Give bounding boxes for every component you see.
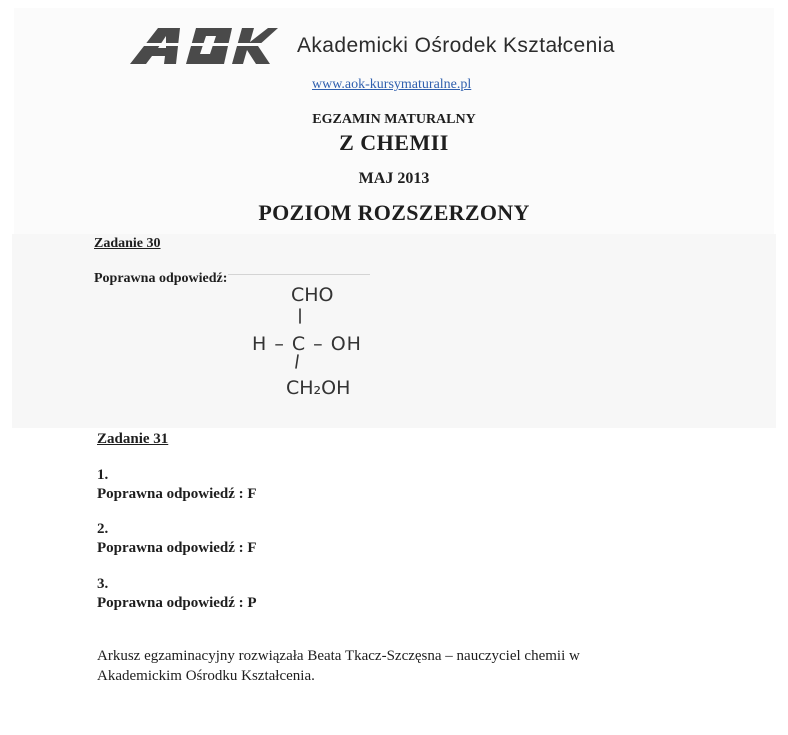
task31-item-answer: Poprawna odpowiedź : F bbox=[97, 540, 257, 556]
task31-item-answer: Poprawna odpowiedź : F bbox=[97, 486, 257, 502]
task31-item-number: 3. bbox=[97, 576, 109, 592]
task31-item-number: 2. bbox=[97, 521, 109, 537]
exam-session: MAJ 2013 bbox=[358, 170, 430, 187]
formula-hydroxymethyl-group: CH₂OH bbox=[286, 377, 351, 399]
task30-title: Zadanie 30 bbox=[94, 236, 161, 251]
task31-title: Zadanie 31 bbox=[97, 431, 169, 447]
formula-bond-bottom bbox=[296, 355, 298, 368]
task31-item-answer: Poprawna odpowiedź : P bbox=[97, 595, 257, 611]
website-link[interactable]: www.aok-kursymaturalne.pl bbox=[312, 77, 472, 92]
exam-title: EGZAMIN MATURALNY bbox=[312, 112, 476, 127]
formula-aldehyde-group: CHO bbox=[291, 284, 334, 306]
author-note: Arkusz egzaminacyjny rozwiązała Beata Tkacz-Szczęsna – nauczyciel chemii w Akademickim Ośrodku Kształcenia. bbox=[97, 648, 580, 684]
task31-item-number: 1. bbox=[97, 467, 109, 483]
exam-level: POZIOM ROZSZERZONY bbox=[258, 200, 530, 225]
formula-center-row: H – C – OH bbox=[252, 333, 362, 355]
exam-subject: Z CHEMII bbox=[339, 130, 449, 155]
task30-answer-label: Poprawna odpowiedź: bbox=[94, 271, 228, 286]
org-name: Akademicki Ośrodek Kształcenia bbox=[297, 34, 615, 57]
